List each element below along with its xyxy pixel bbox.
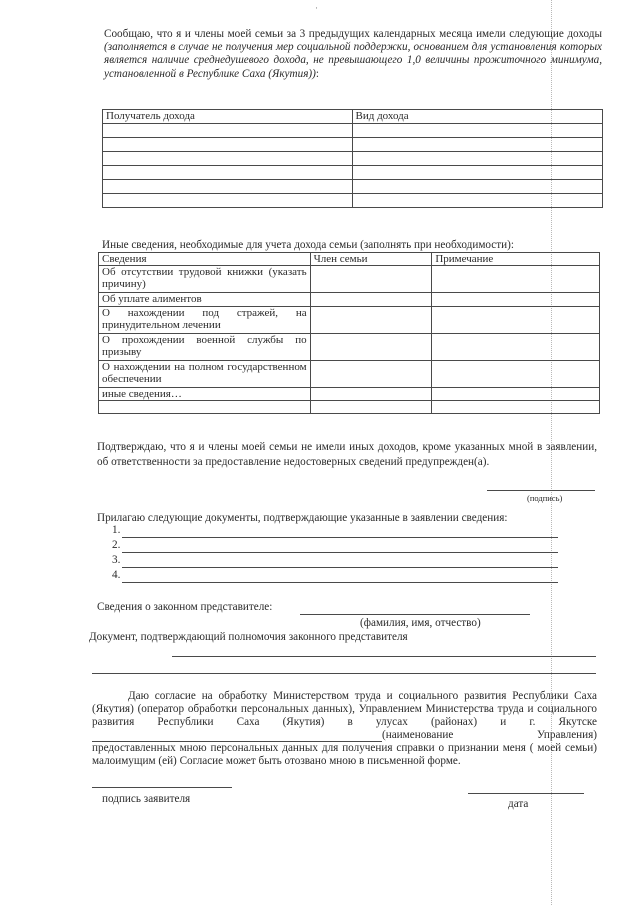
- consent-department-line[interactable]: [92, 728, 382, 742]
- income-cell[interactable]: [103, 166, 353, 180]
- other-header-member: Член семьи: [310, 253, 432, 266]
- other-row-label: О нахождении под стражей, на принудительном лечении: [99, 307, 311, 334]
- confirm-signature-line[interactable]: [487, 490, 595, 491]
- other-cell[interactable]: [310, 307, 432, 334]
- applicant-signature-line[interactable]: [92, 787, 232, 788]
- other-cell[interactable]: [310, 401, 432, 414]
- other-row-label: иные сведения…: [99, 388, 311, 401]
- other-cell[interactable]: [432, 307, 600, 334]
- other-row-label: Об отсутствии трудовой книжки (указать причину): [99, 266, 311, 293]
- applicant-signature-label: подпись заявителя: [102, 793, 191, 805]
- consent-department-caption: (наименование Управления): [382, 729, 597, 742]
- other-cell[interactable]: [432, 266, 600, 293]
- income-cell[interactable]: [103, 152, 353, 166]
- representative-doc-line-2[interactable]: [92, 673, 596, 674]
- income-table: [102, 109, 603, 208]
- representative-name-line[interactable]: [300, 614, 530, 615]
- confirmation-paragraph: Подтверждаю, что я и члены моей семьи не имели иных доходов, кроме указанных мной в заявлении, об ответственности за предоставление недостоверных сведений предупрежден(а).: [97, 441, 597, 468]
- income-cell[interactable]: [352, 124, 602, 138]
- other-cell[interactable]: [310, 388, 432, 401]
- attachment-row-3[interactable]: [112, 554, 558, 570]
- income-header-type: Вид дохода: [352, 110, 602, 124]
- representative-label: Сведения о законном представителе:: [97, 601, 273, 613]
- attachment-number: 1.: [112, 524, 121, 536]
- consent-text-2: предоставленных мною персональных данных для получения справки о признании меня ( моей семьи) малоимущим (ей) Согласие может быть отозвано мною в письменной форме.: [92, 742, 597, 767]
- attachment-row-1[interactable]: [112, 524, 558, 540]
- representative-name-caption: (фамилия, имя, отчество): [360, 617, 481, 629]
- consent-paragraph: [92, 690, 597, 768]
- other-cell[interactable]: [432, 293, 600, 307]
- other-cell[interactable]: [99, 401, 311, 414]
- representative-document-text: Документ, подтверждающий полномочия законного представителя: [89, 631, 408, 643]
- confirm-signature-caption: (подпись): [527, 493, 563, 503]
- other-cell[interactable]: [432, 361, 600, 388]
- income-cell[interactable]: [103, 180, 353, 194]
- other-info-table: [98, 252, 600, 414]
- attachment-row-4[interactable]: [112, 569, 558, 585]
- other-cell[interactable]: [310, 266, 432, 293]
- other-row-label: Об уплате алиментов: [99, 293, 311, 307]
- income-cell[interactable]: [103, 138, 353, 152]
- income-cell[interactable]: [352, 180, 602, 194]
- attachment-number: 4.: [112, 569, 121, 581]
- intro-text-start: Сообщаю, что я и члены моей семьи за 3 предыдущих календарных месяца имели следующие доходы: [104, 28, 602, 40]
- other-header-info: Сведения: [99, 253, 311, 266]
- other-header-note: Примечание: [432, 253, 600, 266]
- income-cell[interactable]: [352, 152, 602, 166]
- attachments-title: Прилагаю следующие документы, подтверждающие указанные в заявлении сведения:: [97, 512, 508, 524]
- date-line[interactable]: [468, 793, 584, 794]
- income-cell[interactable]: [352, 138, 602, 152]
- income-header-recipient: Получатель дохода: [103, 110, 353, 124]
- income-cell[interactable]: [103, 124, 353, 138]
- income-cell[interactable]: [352, 194, 602, 208]
- other-cell[interactable]: [432, 334, 600, 361]
- other-cell[interactable]: [432, 401, 600, 414]
- other-cell[interactable]: [310, 334, 432, 361]
- income-cell[interactable]: [352, 166, 602, 180]
- intro-text-italic: (заполняется в случае не получения мер социальной поддержки, основанием для установления которых является наличие среднедушевого дохода, не превышающего 1,0 величины прожиточного минимума, установленной в Республике Саха (Якутия)): [104, 41, 602, 80]
- other-cell[interactable]: [432, 388, 600, 401]
- attachment-row-2[interactable]: [112, 539, 558, 555]
- other-info-title: Иные сведения, необходимые для учета дохода семьи (заполнять при необходимости):: [102, 239, 514, 251]
- other-cell[interactable]: [310, 361, 432, 388]
- scan-mark: ·: [315, 3, 318, 13]
- other-cell[interactable]: [310, 293, 432, 307]
- income-cell[interactable]: [103, 194, 353, 208]
- attachment-number: 3.: [112, 554, 121, 566]
- attachment-number: 2.: [112, 539, 121, 551]
- other-row-label: О прохождении военной службы по призыву: [99, 334, 311, 361]
- intro-text-end: :: [315, 67, 319, 80]
- date-label: дата: [508, 798, 529, 810]
- intro-paragraph: [104, 28, 602, 81]
- other-row-label: О нахождении на полном государственном обеспечении: [99, 361, 311, 388]
- representative-doc-line-1[interactable]: [172, 656, 596, 657]
- consent-text-1: Даю согласие на обработку Министерством труда и социального развития Республики Саха (Якутия) (оператор обработки персональных данных), Управлением Министерства труда и социального развития Республики Саха (Якутия) в улусах (районах) и г. Якутске: [92, 690, 597, 728]
